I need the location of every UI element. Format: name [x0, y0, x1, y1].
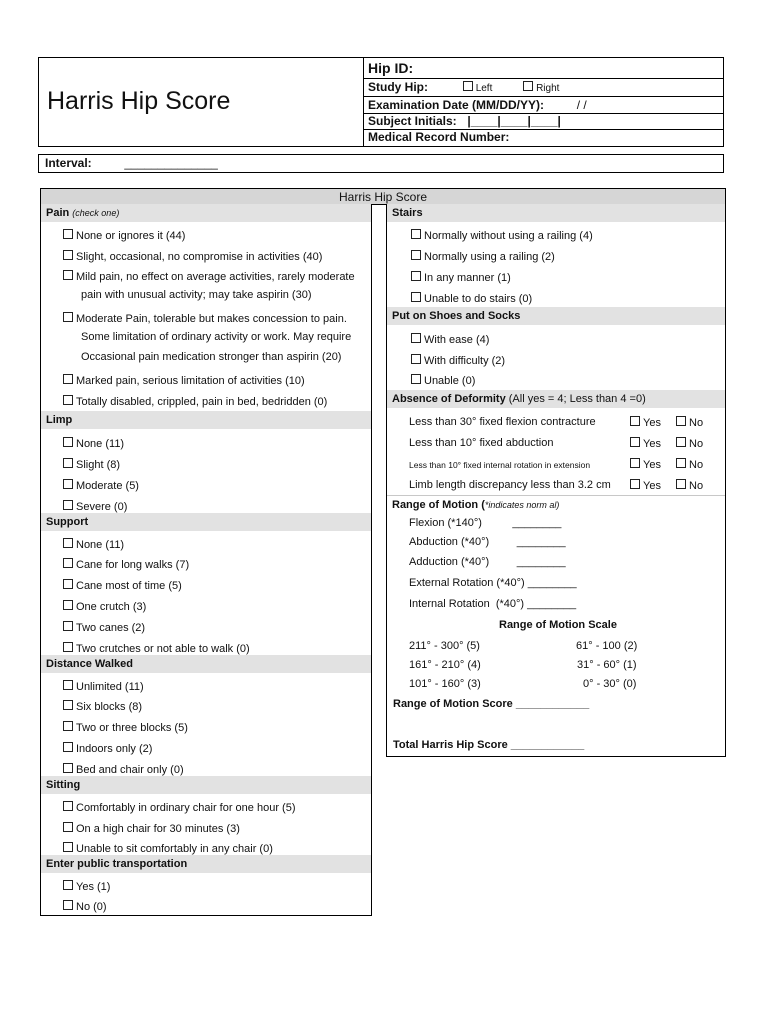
checkbox-icon[interactable]	[63, 500, 73, 510]
option-label: Moderate Pain, tolerable but makes concession to pain.	[76, 313, 347, 325]
option-label: Comfortably in ordinary chair for one hour (5)	[76, 802, 296, 814]
transport-section-header: Enter public transportation	[41, 855, 371, 873]
rom-scale-left: 101° - 160° (3)	[409, 678, 481, 690]
checkbox-icon[interactable]	[630, 479, 640, 489]
support-option[interactable]	[63, 642, 250, 656]
pain-option-cont	[81, 289, 312, 302]
support-option[interactable]	[63, 579, 182, 593]
deformity-title: Absence of Deformity	[392, 393, 506, 405]
right-option[interactable]	[523, 83, 559, 94]
deformity-label: Less than 30° fixed flexion contracture	[409, 416, 596, 428]
checkbox-icon[interactable]	[676, 416, 686, 426]
rom-field[interactable]	[409, 536, 566, 549]
option-label: None (11)	[76, 438, 125, 450]
rom-field[interactable]	[409, 517, 561, 530]
interval-field[interactable]: ______________	[124, 156, 218, 170]
limp-option[interactable]	[63, 500, 127, 514]
no-label: No	[689, 480, 704, 492]
deformity-no[interactable]	[676, 416, 703, 430]
checkbox-icon[interactable]	[63, 642, 73, 652]
rom-field[interactable]	[409, 598, 576, 611]
limp-option[interactable]	[63, 458, 120, 472]
option-label: Mild pain, no effect on average activities, rarely moderate	[76, 271, 355, 283]
stairs-section-header: Stairs	[387, 204, 725, 222]
checkbox-icon[interactable]	[63, 395, 73, 405]
checkbox-icon[interactable]	[411, 271, 421, 281]
table-title: Harris Hip Score	[40, 188, 726, 205]
checkbox-icon[interactable]	[63, 721, 73, 731]
option-label: Two canes (2)	[76, 622, 146, 634]
option-label: Indoors only (2)	[76, 743, 153, 755]
subject-initials-label: Subject Initials:	[368, 114, 457, 128]
checkbox-icon[interactable]	[411, 292, 421, 302]
yes-label: Yes	[643, 438, 661, 450]
checkbox-icon[interactable]	[63, 822, 73, 832]
checkbox-icon[interactable]	[63, 374, 73, 384]
rom-field[interactable]	[409, 577, 577, 590]
rom-field[interactable]	[409, 556, 566, 569]
pain-section-header	[41, 204, 371, 222]
support-option[interactable]	[63, 558, 189, 572]
mrn-row[interactable]	[364, 130, 723, 146]
option-label: Normally without using a railing (4)	[424, 230, 593, 242]
checkbox-icon[interactable]	[63, 621, 73, 631]
checkbox-icon[interactable]	[676, 479, 686, 489]
interval-row[interactable]	[38, 154, 724, 173]
support-option[interactable]	[63, 538, 124, 552]
checkbox-icon[interactable]	[411, 354, 421, 364]
rom-scale-left: 161° - 210° (4)	[409, 659, 481, 671]
deformity-label: Less than 10° fixed internal rotation in extension	[409, 460, 591, 470]
deformity-row	[409, 479, 611, 492]
rom-note: *indicates norm al)	[484, 500, 560, 510]
option-label: Unable to sit comfortably in any chair (0)	[76, 843, 273, 855]
sitting-option[interactable]	[63, 822, 240, 836]
shoes-option[interactable]	[411, 374, 475, 388]
pain-title: Pain	[46, 207, 70, 219]
checkbox-icon[interactable]	[63, 579, 73, 589]
right-checkbox[interactable]	[523, 81, 533, 91]
support-section-header: Support	[41, 513, 371, 531]
checkbox-icon[interactable]	[676, 437, 686, 447]
option-label: Yes (1)	[76, 881, 111, 893]
checkbox-icon[interactable]	[63, 742, 73, 752]
option-label: In any manner (1)	[424, 272, 511, 284]
header-box	[38, 57, 724, 147]
support-option[interactable]	[63, 600, 146, 614]
title-cell	[39, 58, 364, 146]
checkbox-icon[interactable]	[63, 538, 73, 548]
deformity-section-header	[387, 390, 725, 408]
distance-option[interactable]	[63, 721, 188, 735]
option-label: Totally disabled, crippled, pain in bed, bedridden (0)	[76, 396, 328, 408]
exam-date-row[interactable]	[364, 97, 723, 114]
stairs-option[interactable]	[411, 292, 532, 306]
stairs-option[interactable]	[411, 229, 593, 243]
option-label: None or ignores it (44)	[76, 230, 186, 242]
no-label: No	[689, 417, 704, 429]
pain-option[interactable]	[63, 250, 322, 264]
pain-option[interactable]	[63, 312, 347, 326]
rom-title: Range of Motion (	[392, 499, 485, 511]
option-label: With difficulty (2)	[424, 355, 506, 367]
right-label: Right	[536, 83, 560, 94]
pain-option[interactable]	[63, 395, 327, 409]
limp-option[interactable]	[63, 437, 124, 451]
checkbox-icon[interactable]	[630, 416, 640, 426]
yes-label: Yes	[643, 417, 661, 429]
deformity-no[interactable]	[676, 458, 703, 472]
yes-label: Yes	[643, 459, 661, 471]
rom-scale-title: Range of Motion Scale	[499, 619, 617, 631]
shoes-section-header: Put on Shoes and Socks	[387, 307, 725, 325]
checkbox-icon[interactable]	[63, 680, 73, 690]
option-label: Two crutches or not able to walk (0)	[76, 643, 250, 655]
checkbox-icon[interactable]	[630, 437, 640, 447]
distance-section-header: Distance Walked	[41, 655, 371, 673]
total-score-field[interactable]: Total Harris Hip Score ____________	[393, 739, 585, 751]
checkbox-icon[interactable]	[63, 600, 73, 610]
abduction-field[interactable]: Abduction (*40°) ________	[409, 536, 566, 548]
distance-option[interactable]	[63, 763, 184, 777]
limp-option[interactable]	[63, 479, 139, 493]
no-label: No	[689, 459, 704, 471]
subject-initials-row[interactable]	[364, 114, 723, 130]
checkbox-icon[interactable]	[411, 250, 421, 260]
transport-option[interactable]	[63, 900, 107, 914]
checkbox-icon[interactable]	[63, 458, 73, 468]
right-column	[386, 204, 726, 757]
rom-scale-left: 211° - 300° (5)	[409, 640, 480, 652]
option-label: Marked pain, serious limitation of activities (10)	[76, 375, 305, 387]
deformity-row	[409, 437, 553, 450]
pain-note: (check one)	[72, 208, 120, 218]
option-label: No (0)	[76, 901, 107, 913]
deformity-yes[interactable]	[630, 479, 661, 493]
pain-option[interactable]	[63, 374, 305, 388]
checkbox-icon[interactable]	[63, 880, 73, 890]
distance-option[interactable]	[63, 680, 144, 694]
option-label: One crutch (3)	[76, 601, 147, 613]
deformity-yes[interactable]	[630, 416, 661, 430]
option-label: On a high chair for 30 minutes (3)	[76, 823, 240, 835]
checkbox-icon[interactable]	[63, 558, 73, 568]
checkbox-icon[interactable]	[63, 900, 73, 910]
checkbox-icon[interactable]	[63, 801, 73, 811]
interval-label: Interval:	[45, 156, 92, 170]
rom-scale-right: 0° - 30° (0)	[583, 678, 637, 690]
checkbox-icon[interactable]	[63, 479, 73, 489]
stairs-option[interactable]	[411, 250, 555, 264]
checkbox-icon[interactable]	[63, 700, 73, 710]
left-label: Left	[475, 83, 493, 94]
shoes-option[interactable]	[411, 354, 505, 368]
option-label: Unable (0)	[424, 375, 476, 387]
study-hip-row	[364, 79, 723, 97]
pain-option[interactable]	[63, 229, 185, 243]
checkbox-icon[interactable]	[411, 229, 421, 239]
rom-scale-right: 31° - 60° (1)	[577, 659, 637, 671]
deformity-no[interactable]	[676, 437, 703, 451]
checkbox-icon[interactable]	[63, 229, 73, 239]
sitting-section-header: Sitting	[41, 776, 371, 794]
flexion-field[interactable]: Flexion (*140°) ________	[409, 517, 562, 529]
yes-label: Yes	[643, 480, 661, 492]
option-label: Unlimited (11)	[76, 681, 144, 693]
deformity-row	[409, 416, 596, 429]
hip-id-label: Hip ID:	[368, 60, 414, 76]
sitting-option[interactable]	[63, 842, 273, 856]
exam-date-field[interactable]: / /	[576, 98, 587, 112]
deformity-yes[interactable]	[630, 437, 661, 451]
adduction-field[interactable]: Adduction (*40°) ________	[409, 556, 566, 568]
checkbox-icon[interactable]	[630, 458, 640, 468]
checkbox-icon[interactable]	[411, 333, 421, 343]
transport-option[interactable]	[63, 880, 110, 894]
left-column	[40, 204, 372, 916]
rom-score-field[interactable]: Range of Motion Score ____________	[393, 698, 590, 710]
option-label: pain with unusual activity; may take aspirin (30)	[81, 289, 312, 301]
deformity-yes[interactable]	[630, 458, 661, 472]
left-checkbox[interactable]	[463, 81, 473, 91]
option-label: Occasional pain medication stronger than aspirin (20)	[81, 351, 342, 363]
support-option[interactable]	[63, 621, 145, 635]
deformity-no[interactable]	[676, 479, 703, 493]
pain-option-cont	[81, 351, 341, 364]
option-label: Normally using a railing (2)	[424, 251, 555, 263]
option-label: None (11)	[76, 539, 125, 551]
option-label: Unable to do stairs (0)	[424, 293, 533, 305]
page-title: Harris Hip Score	[47, 87, 231, 115]
exam-date-label: Examination Date (MM/DD/YY):	[368, 98, 545, 112]
checkbox-icon[interactable]	[63, 437, 73, 447]
deformity-row	[409, 459, 590, 472]
stairs-option[interactable]	[411, 271, 511, 285]
option-label: Cane for long walks (7)	[76, 559, 190, 571]
study-hip-label: Study Hip:	[368, 80, 428, 94]
deformity-label: Limb length discrepancy less than 3.2 cm	[409, 479, 611, 491]
option-label: Moderate (5)	[76, 480, 139, 492]
deformity-label: Less than 10° fixed abduction	[409, 437, 554, 449]
hip-id-row[interactable]	[364, 58, 723, 79]
option-label: Some limitation of ordinary activity or work. May require	[81, 331, 352, 343]
deformity-note: (All yes = 4; Less than 4 =0)	[508, 393, 646, 405]
pain-option[interactable]	[63, 270, 355, 284]
rom-scale-right: 61° - 100 (2)	[576, 640, 638, 652]
option-label: With ease (4)	[424, 334, 490, 346]
checkbox-icon[interactable]	[411, 374, 421, 384]
pain-option-cont	[81, 331, 351, 344]
option-label: Slight (8)	[76, 459, 121, 471]
internal-rotation-field[interactable]: Internal Rotation (*40°) ________	[409, 598, 577, 610]
checkbox-icon[interactable]	[63, 270, 73, 280]
checkbox-icon[interactable]	[63, 763, 73, 773]
limp-section-header: Limp	[41, 411, 371, 429]
option-label: Six blocks (8)	[76, 701, 143, 713]
subject-initials-field[interactable]: |____|____|____|	[467, 114, 561, 128]
shoes-option[interactable]	[411, 333, 489, 347]
option-label: Slight, occasional, no compromise in activities (40)	[76, 251, 323, 263]
rom-section-header	[387, 495, 725, 513]
mrn-label: Medical Record Number:	[368, 130, 510, 144]
option-label: Severe (0)	[76, 501, 128, 513]
option-label: Cane most of time (5)	[76, 580, 182, 592]
checkbox-icon[interactable]	[63, 312, 73, 322]
option-label: Two or three blocks (5)	[76, 722, 188, 734]
distance-option[interactable]	[63, 700, 142, 714]
external-rotation-field[interactable]: External Rotation (*40°) ________	[409, 577, 577, 589]
no-label: No	[689, 438, 704, 450]
checkbox-icon[interactable]	[63, 250, 73, 260]
left-option[interactable]	[463, 83, 493, 94]
checkbox-icon[interactable]	[63, 842, 73, 852]
sitting-option[interactable]	[63, 801, 295, 815]
checkbox-icon[interactable]	[676, 458, 686, 468]
distance-option[interactable]	[63, 742, 152, 756]
option-label: Bed and chair only (0)	[76, 764, 184, 776]
